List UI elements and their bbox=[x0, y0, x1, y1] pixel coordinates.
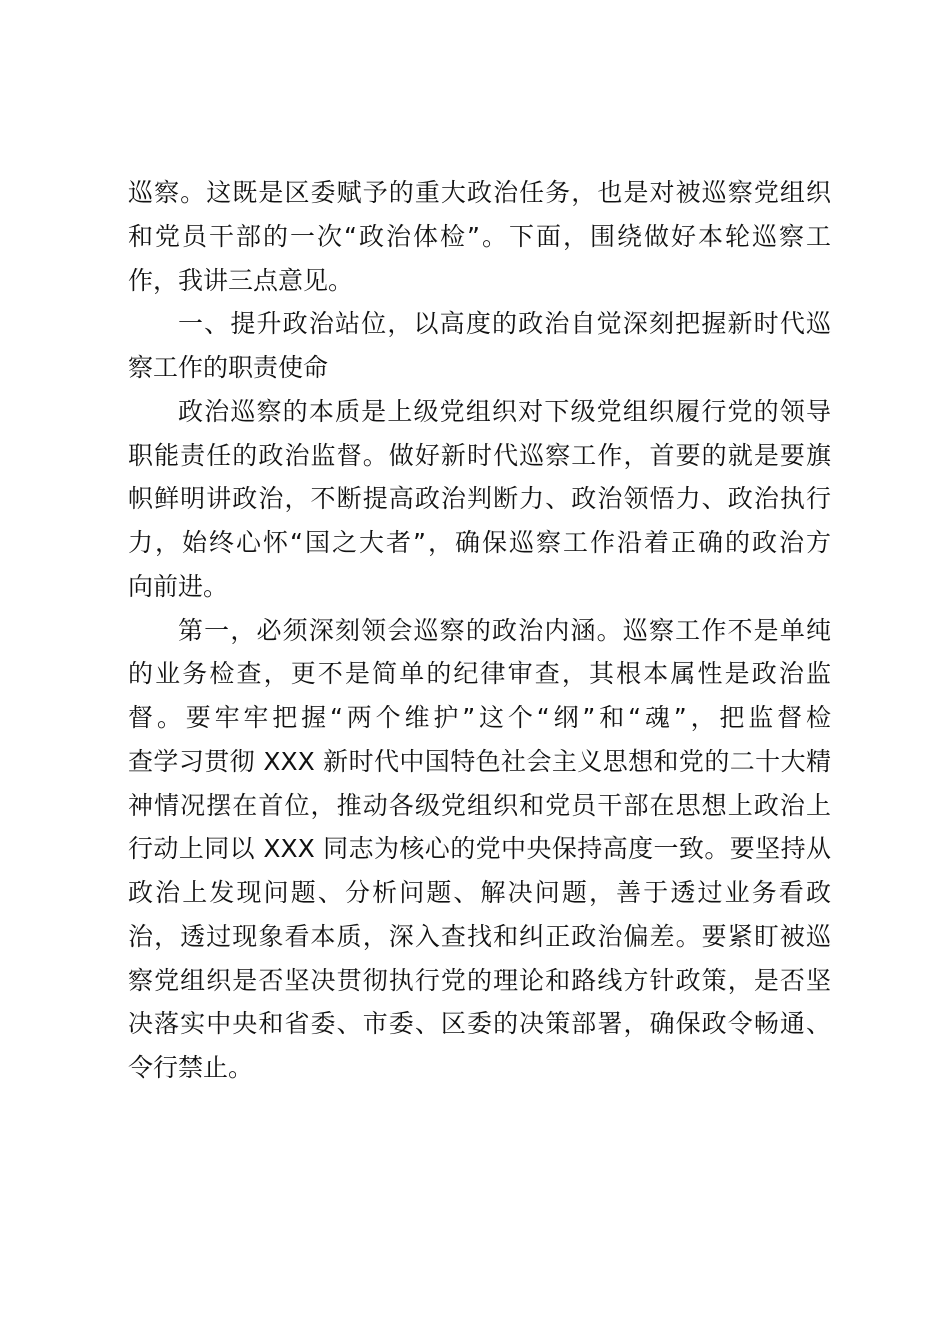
text-line: 力，始终心怀“国之大者”，确保巡察工作沿着正确的政治方 bbox=[128, 528, 831, 557]
text-line: 治，透过现象看本质，深入查找和纠正政治偏差。要紧盯被巡 bbox=[128, 921, 831, 951]
text-line: 的业务检查，更不是简单的纪律审查，其根本属性是政治监 bbox=[128, 659, 831, 689]
text-line: 和党员干部的一次“政治体检”。下面，围绕做好本轮巡察工 bbox=[128, 221, 831, 251]
text-line: 察工作的职责使命 bbox=[128, 353, 329, 382]
text-line: 政治巡察的本质是上级党组织对下级党组织履行党的领导 bbox=[178, 396, 831, 426]
text-line: 政治上发现问题、分析问题、解决问题，善于透过业务看政 bbox=[128, 878, 831, 907]
text-line: 察党组织是否坚决贯彻执行党的理论和路线方针政策，是否坚 bbox=[128, 965, 831, 995]
text-line: 职能责任的政治监督。做好新时代巡察工作，首要的就是要旗 bbox=[128, 440, 831, 470]
text-line: 巡察。这既是区委赋予的重大政治任务，也是对被巡察党组织 bbox=[128, 178, 831, 207]
text-line: 督。要牢牢把握“两个维护”这个“纲”和“魂”，把监督检 bbox=[128, 703, 831, 732]
text-line: 向前进。 bbox=[128, 571, 229, 601]
text-line: 作，我讲三点意见。 bbox=[128, 265, 354, 295]
text-line: 帜鲜明讲政治，不断提高政治判断力、政治领悟力、政治执行 bbox=[128, 484, 831, 514]
text-line: 令行禁止。 bbox=[128, 1053, 254, 1082]
text-line: 决落实中央和省委、市委、区委的决策部署，确保政令畅通、 bbox=[128, 1009, 831, 1039]
text-line: 查学习贯彻 XXX 新时代中国特色社会主义思想和党的二十大精 bbox=[128, 746, 831, 776]
text-line: 行动上同以 XXX 同志为核心的党中央保持高度一致。要坚持从 bbox=[128, 834, 831, 864]
text-line: 神情况摆在首位，推动各级党组织和党员干部在思想上政治上 bbox=[128, 790, 831, 820]
text-line: 一、提升政治站位，以高度的政治自觉深刻把握新时代巡 bbox=[178, 309, 831, 339]
text-line: 第一，必须深刻领会巡察的政治内涵。巡察工作不是单纯 bbox=[178, 615, 831, 645]
